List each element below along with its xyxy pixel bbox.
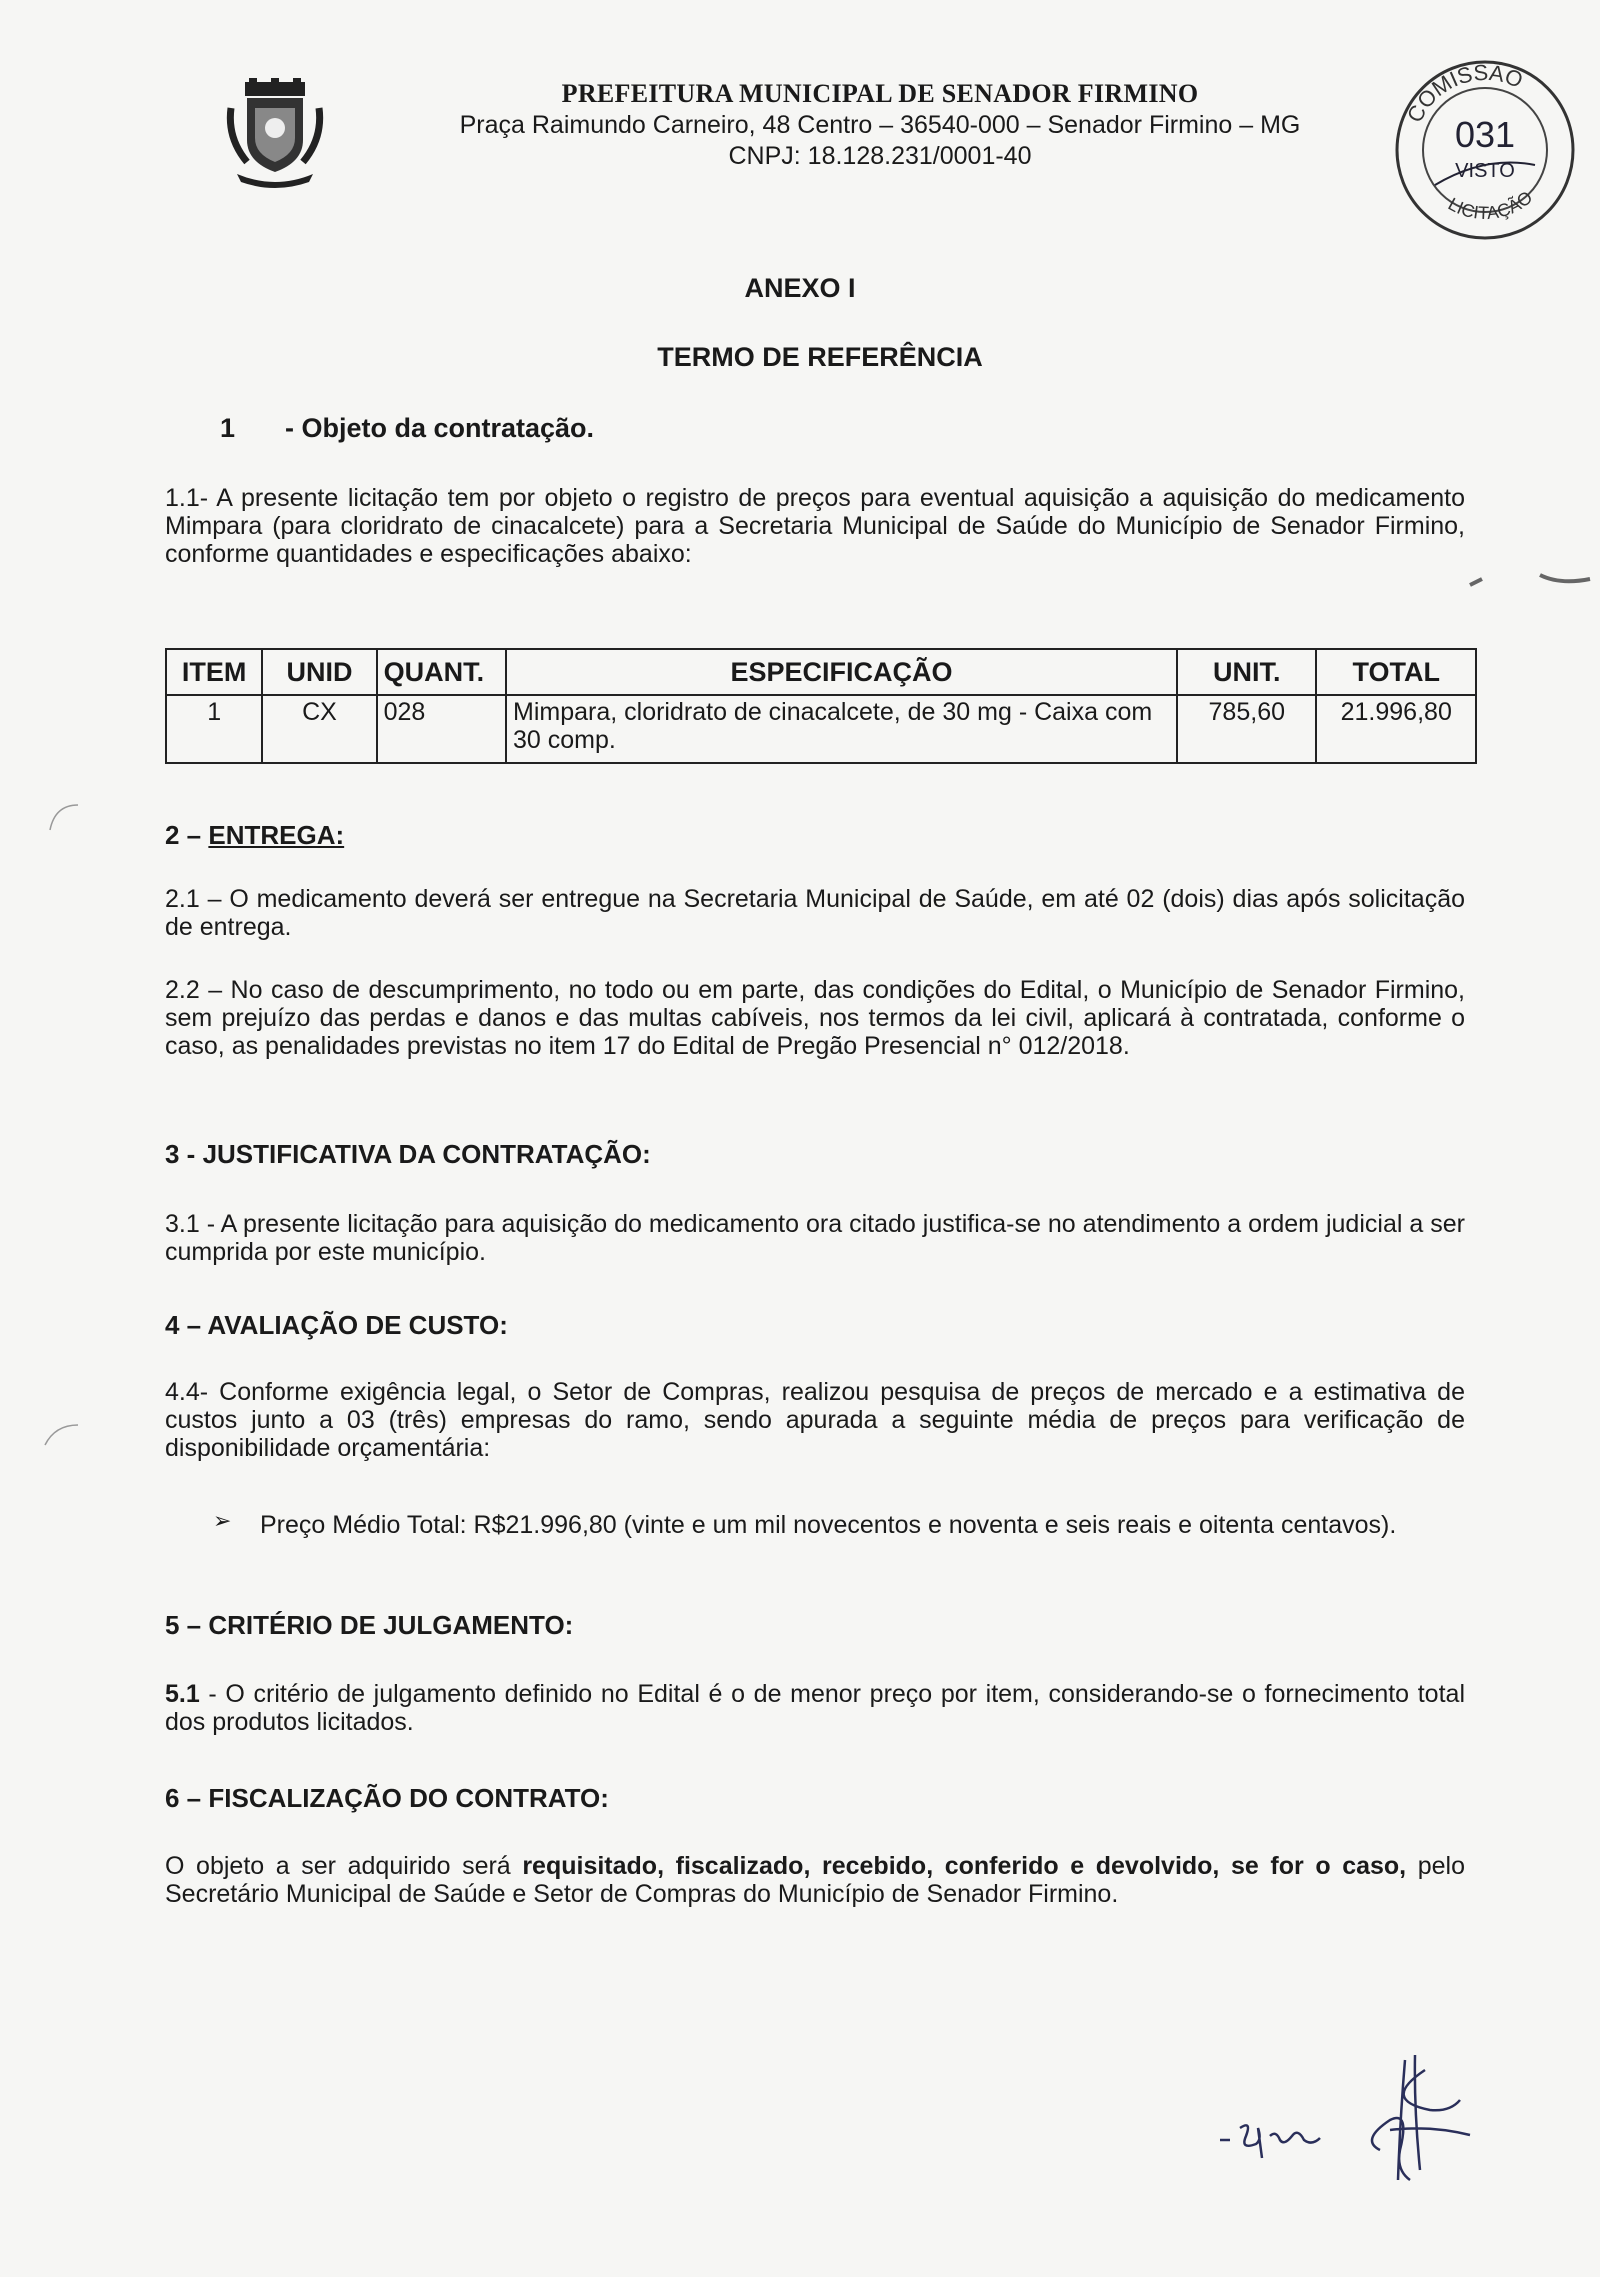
items-table <box>165 648 1477 764</box>
handwritten-signatures <box>1200 2040 1500 2190</box>
municipal-coat-of-arms-icon <box>225 78 325 190</box>
section-3-paragraph: 3.1 - A presente licitação para aquisição do medicamento ora citado justifica-se no atendimento a ordem judicial a ser cumprida por este município. <box>165 1210 1465 1266</box>
section-5-paragraph <box>165 1680 1465 1736</box>
cell-total: 21.996,80 <box>1316 695 1476 763</box>
scan-artifact <box>40 800 80 840</box>
cell-quant: 028 <box>377 695 506 763</box>
annex-title: ANEXO I <box>744 273 856 303</box>
cell-unid: CX <box>262 695 376 763</box>
section-1-heading <box>220 413 594 444</box>
section-1-paragraph: 1.1- A presente licitação tem por objeto o registro de preços para eventual aquisição a aquisição do medicamento Mimpara (para cloridrato de cinacalcete) para a Secretaria Municipal de Saúde do Município de Senador Firmino, conforme quantidades e especificações abaixo: <box>165 484 1465 568</box>
section-1-number: 1 <box>220 413 236 443</box>
scan-artifact <box>1460 565 1600 605</box>
header-quant: QUANT. <box>377 649 506 695</box>
stamp-bottom-text: LICITAÇÃO <box>1444 187 1537 224</box>
section-4-paragraph: 4.4- Conforme exigência legal, o Setor de Compras, realizou pesquisa de preços de mercado e a estimativa de custos junto a 03 (três) empresas do ramo, sendo apurada a seguinte média de preços para verificação de disponibilidade orçamentária: <box>165 1378 1465 1462</box>
document-title: TERMO DE REFERÊNCIA <box>657 342 983 372</box>
section-6-text-start: O objeto a ser adquirido será <box>165 1852 523 1880</box>
section-2-heading <box>165 820 344 851</box>
commission-stamp <box>1385 55 1585 245</box>
section-5-paragraph-text: - O critério de julgamento definido no Edital é o de menor preço por item, considerando-se o fornecimento total dos produtos licitados. <box>165 1680 1465 1736</box>
section-5-heading: 5 – CRITÉRIO DE JULGAMENTO: <box>165 1610 574 1640</box>
table-row <box>166 695 1476 763</box>
stamp-middle-text: VISTO <box>1455 160 1515 182</box>
section-2-number: 2 – <box>165 820 209 850</box>
section-1-title: - Objeto da contratação. <box>285 413 595 443</box>
header-unit: UNIT. <box>1177 649 1316 695</box>
header-item: ITEM <box>166 649 262 695</box>
section-2-paragraph-2: 2.2 – No caso de descumprimento, no todo ou em parte, das condições do Edital, o Município de Senador Firmino, sem prejuízo das perdas e danos e das multas cabíveis, nos termos da lei civil, aplicará à contratada, conforme o caso, as penalidades previstas no item 17 do Edital de Pregão Presencial n° 012/2018. <box>165 976 1465 1060</box>
municipality-title: PREFEITURA MUNICIPAL DE SENADOR FIRMINO <box>561 79 1199 108</box>
scan-artifact <box>40 1420 80 1450</box>
section-2-title: ENTREGA: <box>208 820 345 850</box>
municipality-address: Praça Raimundo Carneiro, 48 Centro – 36540-000 – Senador Firmino – MG <box>459 111 1301 139</box>
arrow-bullet-icon: ➢ <box>213 1508 232 1533</box>
section-2-paragraph-1: 2.1 – O medicamento deverá ser entregue na Secretaria Municipal de Saúde, em até 02 (dois) dias após solicitação de entrega. <box>165 885 1465 941</box>
cell-unit: 785,60 <box>1177 695 1316 763</box>
table-header-row <box>166 649 1476 695</box>
section-4-bullet-text: Preço Médio Total: R$21.996,80 (vinte e um mil novecentos e noventa e seis reais e oitenta centavos). <box>260 1511 1397 1539</box>
letterhead <box>400 78 1360 172</box>
municipality-cnpj: CNPJ: 18.128.231/0001-40 <box>728 142 1032 170</box>
stamp-number: 031 <box>1454 114 1516 155</box>
section-5-paragraph-label: 5.1 <box>165 1680 200 1708</box>
section-6-text-bold: requisitado, fiscalizado, recebido, conferido e devolvido, se for o caso, <box>522 1852 1407 1880</box>
header-total: TOTAL <box>1316 649 1476 695</box>
header-especificacao: ESPECIFICAÇÃO <box>506 649 1177 695</box>
stamp-top-text: COMISSÃO <box>1401 59 1527 127</box>
section-6-heading: 6 – FISCALIZAÇÃO DO CONTRATO: <box>165 1783 609 1813</box>
cell-item: 1 <box>166 695 262 763</box>
cell-especificacao: Mimpara, cloridrato de cinacalcete, de 30 mg - Caixa com 30 comp. <box>506 695 1177 763</box>
header-unid: UNID <box>262 649 376 695</box>
section-3-heading: 3 - JUSTIFICATIVA DA CONTRATAÇÃO: <box>165 1139 651 1169</box>
section-6-paragraph <box>165 1852 1465 1908</box>
section-4-heading: 4 – AVALIAÇÃO DE CUSTO: <box>165 1310 508 1340</box>
section-6-text-end: pelo Secretário Municipal de Saúde e Setor de Compras do Município de Senador Firmino. <box>165 1852 1466 1908</box>
